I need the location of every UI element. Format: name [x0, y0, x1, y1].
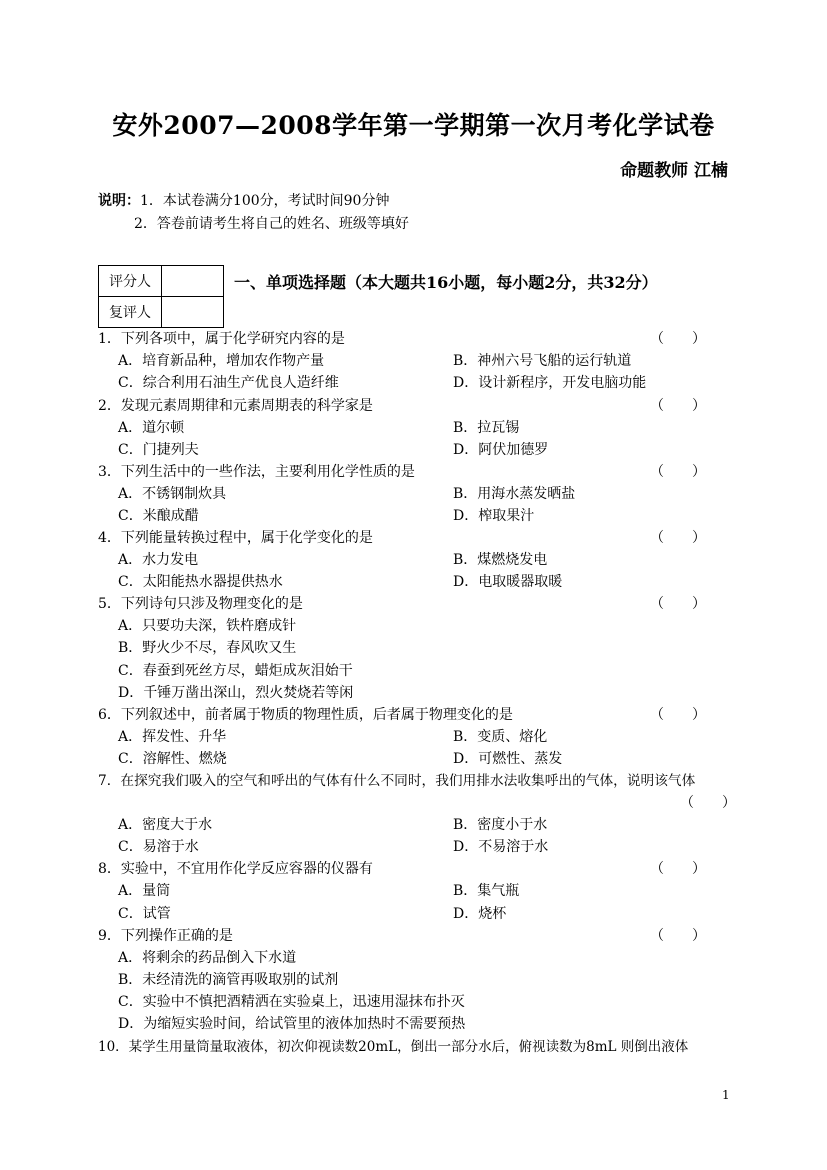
answer-blank: （ ） [650, 398, 706, 414]
option-b: B．煤燃烧发电 [453, 552, 548, 568]
option-b: B．未经清洗的滴管再吸取别的试剂 [118, 972, 339, 988]
option-d: D．不易溶于水 [453, 839, 549, 855]
question-stem: 9．下列操作正确的是 [98, 928, 233, 944]
option-a: A．不锈钢制炊具 [118, 486, 227, 502]
score-blank [162, 297, 224, 328]
question-stem: 4．下列能量转换过程中，属于化学变化的是 [98, 530, 373, 546]
score-blank [162, 266, 224, 297]
option-c: C．综合利用石油生产优良人造纤维 [118, 375, 339, 391]
author-line: 命题教师 江楠 [620, 161, 728, 181]
option-c: C．溶解性、燃烧 [118, 751, 227, 767]
instructions-line-1 [98, 190, 389, 210]
option-a: A．密度大于水 [118, 817, 213, 833]
option-a: A．将剩余的药品倒入下水道 [118, 950, 297, 966]
option-c: C．易溶于水 [118, 839, 199, 855]
answer-blank: （ ） [650, 464, 706, 480]
option-b: B．神州六号飞船的运行轨道 [453, 353, 632, 369]
option-d: D．烧杯 [453, 906, 507, 922]
option-c: C．米酿成醋 [118, 508, 199, 524]
option-c: C．实验中不慎把酒精洒在实验桌上，迅速用湿抹布扑灭 [118, 994, 465, 1010]
option-d: D．电取暖器取暖 [453, 574, 563, 590]
option-d: D．可燃性、蒸发 [453, 751, 563, 767]
question-stem: 10．某学生用量筒量取液体，初次仰视读数20mL，倒出一部分水后，俯视读数为8mL 则倒出液体 [98, 1039, 689, 1055]
option-c: C．春蚕到死丝方尽，蜡炬成灰泪始干 [118, 663, 353, 679]
option-d: D．榨取果汁 [453, 508, 535, 524]
question-stem: 5．下列诗句只涉及物理变化的是 [98, 596, 303, 612]
option-c: C．门捷列夫 [118, 442, 199, 458]
section-title: 一、单项选择题（本大题共16小题，每小题2分，共32分） [234, 273, 658, 292]
answer-blank: （ ） [650, 928, 706, 944]
option-d: D．设计新程序，开发电脑功能 [453, 375, 647, 391]
answer-blank: （ ） [650, 861, 706, 877]
option-a: A．只要功夫深，铁杵磨成针 [118, 618, 297, 634]
score-table [98, 265, 224, 328]
question-stem: 6．下列叙述中，前者属于物质的物理性质，后者属于物理变化的是 [98, 707, 513, 723]
instructions-label: 说明： [98, 193, 140, 209]
question-stem: 2．发现元素周期律和元素周期表的科学家是 [98, 398, 373, 414]
option-d: D．千锤万凿出深山，烈火焚烧若等闲 [118, 685, 354, 701]
option-b: B．用海水蒸发晒盐 [453, 486, 576, 502]
question-stem: 1．下列各项中，属于化学研究内容的是 [98, 331, 345, 347]
question-stem: 7．在探究我们吸入的空气和呼出的气体有什么不同时，我们用排水法收集呼出的气体，说明该气体 [98, 773, 696, 789]
option-b: B．集气瓶 [453, 883, 520, 899]
page-title: 安外2007—2008学年第一学期第一次月考化学试卷 [112, 111, 715, 140]
option-a: A．培育新品种，增加农作物产量 [118, 353, 325, 369]
option-a: A．量筒 [118, 883, 171, 899]
option-a: A．道尔顿 [118, 420, 185, 436]
option-d: D．为缩短实验时间，给试管里的液体加热时不需要预热 [118, 1016, 466, 1032]
option-b: B．拉瓦锡 [453, 420, 520, 436]
score-label-grader: 评分人 [99, 266, 162, 297]
instruction-item: 2．答卷前请考生将自己的姓名、班级等填好 [134, 216, 409, 232]
option-d: D．阿伏加德罗 [453, 442, 549, 458]
question-stem: 8．实验中，不宜用作化学反应容器的仪器有 [98, 861, 373, 877]
instruction-item: 1．本试卷满分100分，考试时间90分钟 [140, 193, 390, 209]
answer-blank: （ ） [680, 795, 736, 811]
option-c: C．试管 [118, 906, 171, 922]
answer-blank: （ ） [650, 530, 706, 546]
option-a: A．水力发电 [118, 552, 199, 568]
score-label-reviewer: 复评人 [99, 297, 162, 328]
answer-blank: （ ） [650, 331, 706, 347]
option-b: B．密度小于水 [453, 817, 548, 833]
page-number: 1 [722, 1088, 730, 1102]
option-b: B．变质、熔化 [453, 729, 548, 745]
option-b: B．野火少不尽，春风吹又生 [118, 640, 297, 656]
option-c: C．太阳能热水器提供热水 [118, 574, 283, 590]
answer-blank: （ ） [650, 596, 706, 612]
option-a: A．挥发性、升华 [118, 729, 227, 745]
answer-blank: （ ） [650, 707, 706, 723]
question-stem: 3．下列生活中的一些作法，主要利用化学性质的是 [98, 464, 415, 480]
